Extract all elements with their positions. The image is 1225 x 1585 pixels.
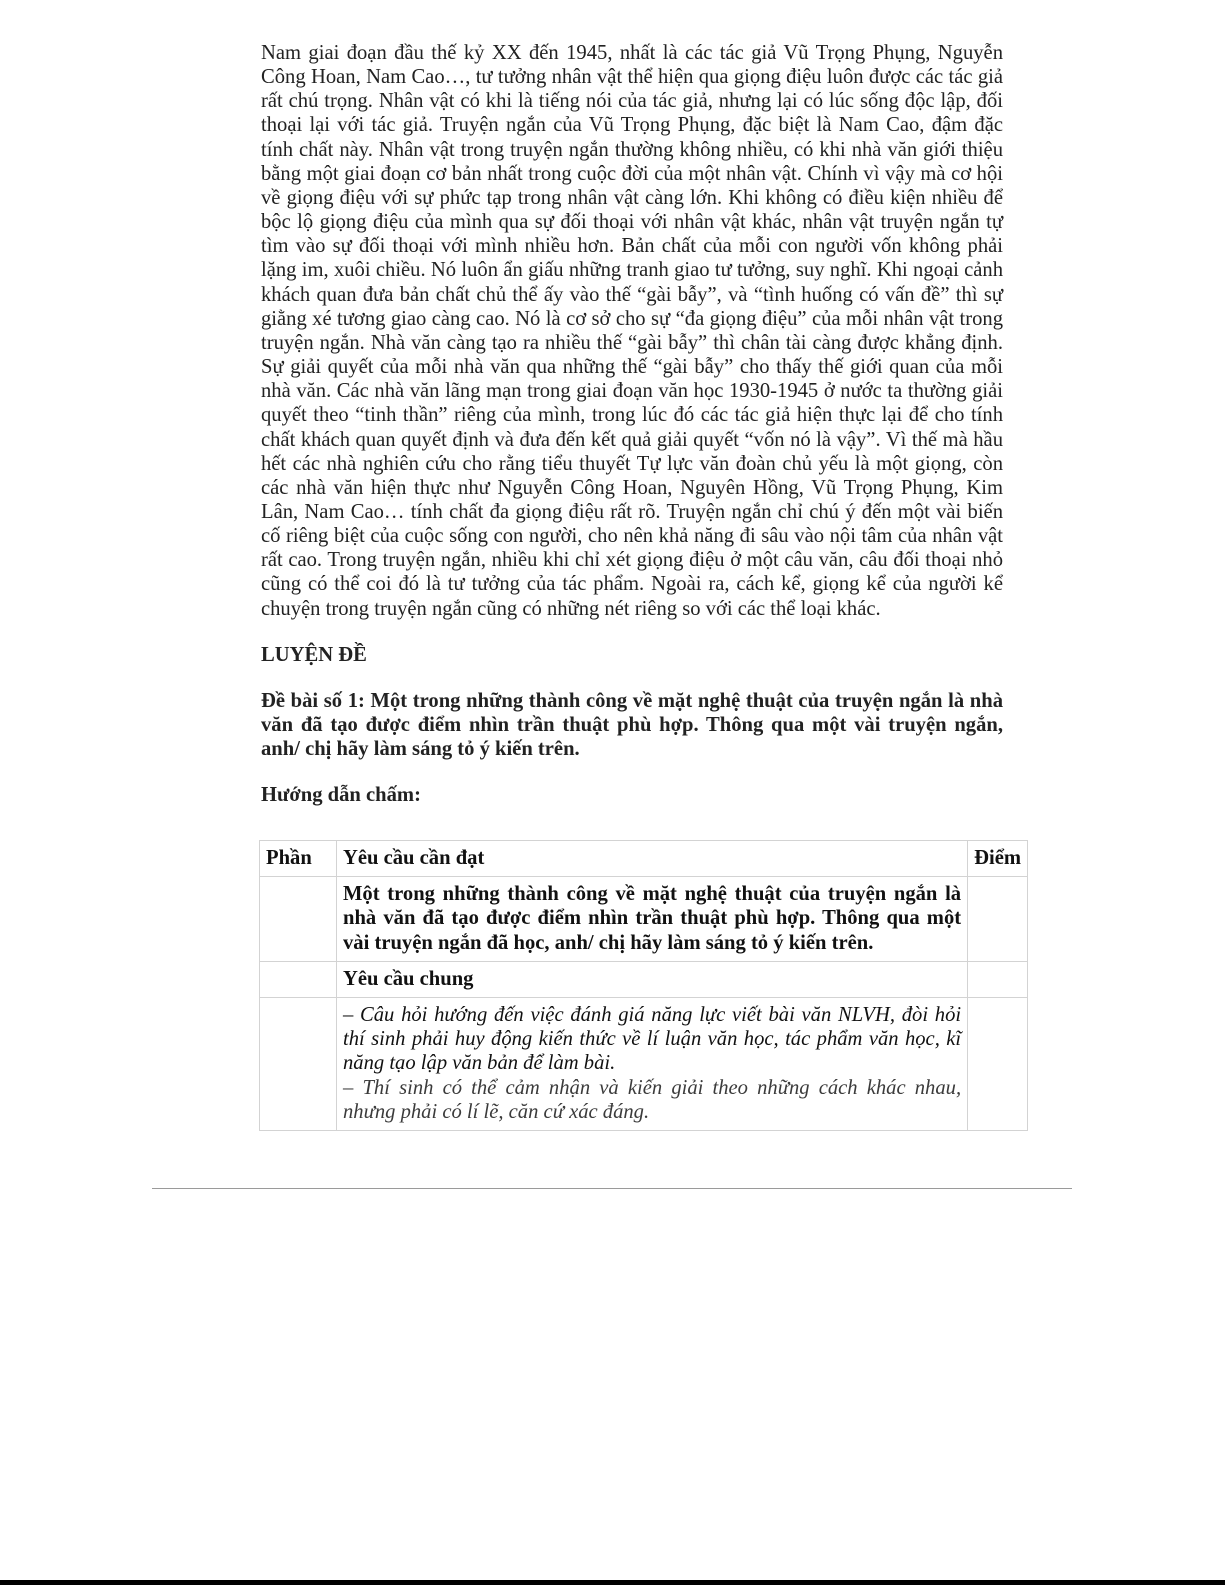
grading-table [259,840,1028,1131]
cell-score [968,998,1028,1131]
table-row [260,877,1028,962]
section-heading: LUYỆN ĐỀ [261,643,367,666]
requirement-line: – Câu hỏi hướng đến việc đánh giá năng lực viết bài văn NLVH, đòi hỏi thí sinh phải huy động kiến thức về lí luận văn học, tác phẩm văn học, kĩ năng tạo lập văn bản để làm bài. [343,1004,962,1075]
table-row [260,998,1028,1131]
cell-requirement: Một trong những thành công về mặt nghệ thuật của truyện ngắn là nhà văn đã tạo được điểm nhìn trần thuật phù hợp. Thông qua một vài truyện ngắn đã học, anh/ chị hãy làm sáng tỏ ý kiến trên. [337,877,968,962]
cell-requirement [337,998,968,1131]
cell-part [260,961,337,997]
cell-requirement: Yêu cầu chung [337,961,968,997]
header-part: Phần [260,841,337,877]
cell-score [968,961,1028,997]
header-requirement: Yêu cầu cần đạt [337,841,968,877]
requirement-line: – Thí sinh có thể cảm nhận và kiến giải theo những cách khác nhau, nhưng phải có lí lẽ, căn cứ xác đáng. [343,1076,962,1123]
page-divider [152,1188,1072,1189]
cell-part [260,877,337,962]
cell-score [968,877,1028,962]
cell-part [260,998,337,1131]
header-score: Điểm [968,841,1028,877]
table-row [260,961,1028,997]
document-body [261,41,1003,807]
table-header-row [260,841,1028,877]
body-paragraph: Nam giai đoạn đầu thế kỷ XX đến 1945, nhất là các tác giả Vũ Trọng Phụng, Nguyễn Công Hoan, Nam Cao…, tư tưởng nhân vật thể hiện qua giọng điệu luôn được các tác giả rất chú trọng. Nhân vật có khi là tiếng nói của tác giả, nhưng lại có lúc sống độc lập, đối thoại lại với tác giả. Truyện ngắn của Vũ Trọng Phụng, đặc biệt là Nam Cao, đậm đặc tính chất này. Nhân vật trong truyện ngắn thường không nhiều, có khi nhà văn giới thiệu bằng một giai đoạn cơ bản nhất trong cuộc đời của một nhân vật. Chính vì vậy mà cơ hội về giọng điệu với sự phức tạp trong nhân vật càng lớn. Khi không có điều kiện nhiều để bộc lộ giọng điệu của mình qua sự đối thoại với nhân vật khác, nhân vật truyện ngắn tự tìm vào sự đối thoại với mình nhiều hơn. Bản chất của mỗi con người vốn không phải lặng im, xuôi chiều. Nó luôn ẩn giấu những tranh giao tư tưởng, suy nghĩ. Khi ngoại cảnh khách quan đưa bản chất chủ thể ấy vào thế “gài bẫy”, và “tình huống có vấn đề” thì sự giằng xé tương giao càng cao. Nó là cơ sở cho sự “đa giọng điệu” của mỗi nhân vật trong truyện ngắn. Nhà văn càng tạo ra nhiều thế “gài bẫy” thì chân tài càng được khẳng định. Sự giải quyết của mỗi nhà văn qua những thế “gài bẫy” cho thấy thế giới quan của mỗi nhà văn. Các nhà văn lãng mạn trong giai đoạn văn học 1930-1945 ở nước ta thường giải quyết theo “tinh thần” riêng của mình, trong lúc đó các tác giả hiện thực lại để cho tính chất khách quan quyết định và đưa đến kết quả giải quyết “vốn nó là vậy”. Vì thế mà hầu hết các nhà nghiên cứu cho rằng tiểu thuyết Tự lực văn đoàn chủ yếu là một giọng, còn các nhà văn hiện thực như Nguyễn Công Hoan, Nguyên Hồng, Vũ Trọng Phụng, Kim Lân, Nam Cao… tính chất đa giọng điệu rất rõ. Truyện ngắn chỉ chú ý đến một vài biến cố riêng biệt của cuộc sống con người, cho nên khả năng đi sâu vào nội tâm của nhân vật rất cao. Trong truyện ngắn, nhiều khi chỉ xét giọng điệu ở một câu văn, câu đối thoại nhỏ cũng có thể coi đó là tư tưởng của tác phẩm. Ngoài ra, cách kể, giọng kể của người kể chuyện trong truyện ngắn cũng có những nét riêng so với các thể loại khác. [261,42,1003,620]
exam-question: Đề bài số 1: Một trong những thành công về mặt nghệ thuật của truyện ngắn là nhà văn đã tạo được điểm nhìn trần thuật phù hợp. Thông qua một vài truyện ngắn, anh/ chị hãy làm sáng tỏ ý kiến trên. [261,689,1003,761]
page-bottom-edge [0,1580,1225,1585]
grading-guide-label: Hướng dẫn chấm: [261,784,421,807]
